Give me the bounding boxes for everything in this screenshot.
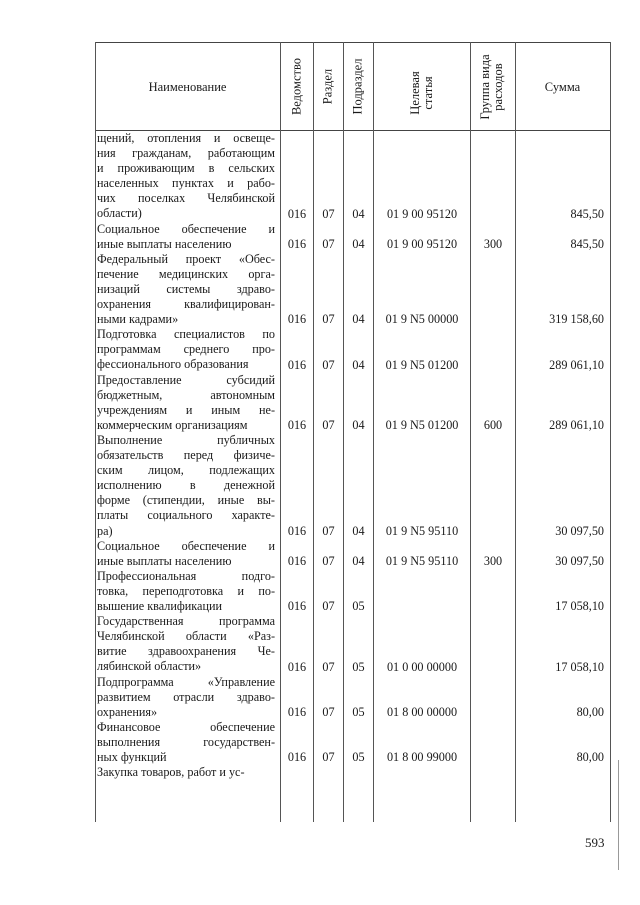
- header-vedomstvo: Ведомство: [289, 57, 304, 116]
- row-sum: 80,00: [576, 704, 604, 719]
- row-name-line: ским лицом, подлежащих: [97, 463, 275, 478]
- row-sum: 30 097,50: [555, 523, 604, 538]
- col-border: [95, 42, 96, 822]
- row-name: [97, 614, 275, 674]
- row-target: 01 9 N5 01200: [385, 357, 459, 372]
- row-podrazdel: 04: [352, 417, 365, 432]
- row-name-line: Социальное обеспечение и: [97, 221, 275, 236]
- row-name: [97, 675, 275, 720]
- row-name-line: обязательств перед физиче-: [97, 448, 275, 463]
- row-group: 600: [483, 417, 503, 432]
- row-name-line: товка, переподготовка и по-: [97, 583, 275, 598]
- row-podrazdel: 05: [352, 659, 365, 674]
- row-name: [97, 252, 275, 327]
- header-name: Наименование: [148, 80, 227, 94]
- row-name-line: иные выплаты населению: [97, 236, 232, 251]
- row-target: 01 9 00 95120: [386, 236, 458, 251]
- row-name: [97, 222, 275, 252]
- row-name: [97, 765, 275, 780]
- row-vedomstvo: 016: [287, 206, 307, 221]
- header-group-line2: расходов: [491, 63, 505, 111]
- row-podrazdel: 05: [352, 704, 365, 719]
- row-name-line: щений, отопления и освеще-: [97, 131, 275, 145]
- row-name-line: Финансовое обеспечение: [97, 719, 275, 734]
- page-number: 593: [585, 835, 605, 850]
- row-name-line: области): [97, 206, 142, 221]
- row-name-line: коммерческим организациям: [97, 417, 248, 432]
- row-name-line: учреждениям и иным не-: [97, 402, 275, 417]
- row-name-line: Предоставление субсидий: [97, 372, 275, 387]
- row-name-line: Закупка товаров, работ и ус-: [97, 765, 245, 780]
- header-group-line1: Группа вида: [478, 54, 492, 120]
- header-podrazdel: Подраздел: [350, 58, 365, 115]
- header-target-line1: Целевая: [408, 71, 422, 115]
- row-razdel: 07: [322, 599, 335, 614]
- row-vedomstvo: 016: [287, 553, 307, 568]
- row-name-line: Подпрограмма «Управление: [97, 674, 275, 689]
- row-sum: 30 097,50: [555, 553, 604, 568]
- row-podrazdel: 04: [352, 523, 365, 538]
- row-name: [97, 327, 275, 372]
- row-sum: 319 158,60: [549, 312, 604, 327]
- row-razdel: 07: [322, 750, 335, 765]
- header-razdel: Раздел: [320, 68, 335, 105]
- row-name-line: Челябинской области «Раз-: [97, 629, 275, 644]
- row-sum: 845,50: [570, 236, 604, 251]
- row-vedomstvo: 016: [287, 599, 307, 614]
- row-podrazdel: 04: [352, 553, 365, 568]
- row-name-line: развитием отрасли здраво-: [97, 689, 275, 704]
- row-name-line: Федеральный проект «Обес-: [97, 251, 275, 266]
- row-name-line: охранения»: [97, 704, 158, 719]
- row-podrazdel: 05: [352, 599, 365, 614]
- row-name-line: программам среднего про-: [97, 342, 275, 357]
- row-razdel: 07: [322, 312, 335, 327]
- row-podrazdel: 04: [352, 357, 365, 372]
- row-name-line: Социальное обеспечение и: [97, 538, 275, 553]
- row-target: 01 9 N5 01200: [385, 417, 459, 432]
- row-group: 300: [483, 553, 503, 568]
- row-name-line: бюджетным, автономным: [97, 387, 275, 402]
- row-name-line: форме (стипендии, иные вы-: [97, 493, 275, 508]
- row-podrazdel: 05: [352, 750, 365, 765]
- row-group: 300: [483, 236, 503, 251]
- row-target: 01 9 N5 95110: [385, 553, 459, 568]
- row-sum: 17 058,10: [555, 659, 604, 674]
- row-target: 01 8 00 99000: [386, 750, 458, 765]
- row-vedomstvo: 016: [287, 659, 307, 674]
- row-sum: 17 058,10: [555, 599, 604, 614]
- row-name-line: населенных пунктах и рабо-: [97, 176, 275, 191]
- col-border: [610, 42, 611, 822]
- row-name-line: иные выплаты населению: [97, 553, 232, 568]
- table-top-border: [95, 42, 610, 43]
- row-target: 01 9 N5 95110: [385, 523, 459, 538]
- row-name-line: Подготовка специалистов по: [97, 327, 275, 342]
- row-target: 01 0 00 00000: [386, 659, 458, 674]
- row-name-line: выполнения государствен-: [97, 734, 275, 749]
- row-name-line: вышение квалификации: [97, 599, 223, 614]
- row-name: [97, 131, 275, 222]
- row-name-line: охранения квалифицирован-: [97, 297, 275, 312]
- row-vedomstvo: 016: [287, 417, 307, 432]
- row-name-line: Профессиональная подго-: [97, 568, 275, 583]
- row-name-line: ра): [97, 523, 113, 538]
- row-name-line: лябинской области»: [97, 659, 202, 674]
- row-podrazdel: 04: [352, 236, 365, 251]
- row-name-line: ными кадрами»: [97, 312, 179, 327]
- row-name-line: печение медицинских орга-: [97, 266, 275, 281]
- header-target: [409, 53, 435, 133]
- row-razdel: 07: [322, 523, 335, 538]
- row-sum: 80,00: [576, 750, 604, 765]
- row-name-line: фессионального образования: [97, 357, 249, 372]
- row-name: [97, 569, 275, 614]
- row-name: [97, 720, 275, 765]
- row-vedomstvo: 016: [287, 357, 307, 372]
- row-podrazdel: 04: [352, 312, 365, 327]
- row-name: [97, 373, 275, 433]
- row-name-line: низаций системы здраво-: [97, 281, 275, 296]
- row-vedomstvo: 016: [287, 704, 307, 719]
- row-razdel: 07: [322, 659, 335, 674]
- row-vedomstvo: 016: [287, 312, 307, 327]
- row-name-line: платы социального характе-: [97, 508, 275, 523]
- row-razdel: 07: [322, 553, 335, 568]
- row-target: 01 9 00 95120: [386, 206, 458, 221]
- row-razdel: 07: [322, 417, 335, 432]
- row-name-line: исполнению в денежной: [97, 478, 275, 493]
- row-name-line: ных функций: [97, 750, 167, 765]
- row-razdel: 07: [322, 236, 335, 251]
- row-vedomstvo: 016: [287, 750, 307, 765]
- header-sum: Сумма: [544, 80, 581, 94]
- row-sum: 289 061,10: [549, 357, 604, 372]
- row-name: [97, 433, 275, 539]
- row-name: [97, 539, 275, 569]
- row-sum: 289 061,10: [549, 417, 604, 432]
- row-target: 01 9 N5 00000: [385, 312, 459, 327]
- row-target: 01 8 00 00000: [386, 704, 458, 719]
- row-name-line: чих поселках Челябинской: [97, 191, 275, 206]
- row-name-line: Государственная программа: [97, 614, 275, 629]
- header-target-line2: статья: [421, 76, 435, 110]
- row-vedomstvo: 016: [287, 236, 307, 251]
- row-razdel: 07: [322, 206, 335, 221]
- header-group: [479, 47, 505, 127]
- row-sum: 845,50: [570, 206, 604, 221]
- row-razdel: 07: [322, 357, 335, 372]
- row-name-line: ния гражданам, работающим: [97, 146, 275, 161]
- row-name-line: и проживающим в сельских: [97, 161, 275, 176]
- row-name-line: витие здравоохранения Че-: [97, 644, 275, 659]
- row-razdel: 07: [322, 704, 335, 719]
- margin-line: [618, 760, 619, 870]
- row-vedomstvo: 016: [287, 523, 307, 538]
- row-podrazdel: 04: [352, 206, 365, 221]
- row-name-line: Выполнение публичных: [97, 433, 275, 447]
